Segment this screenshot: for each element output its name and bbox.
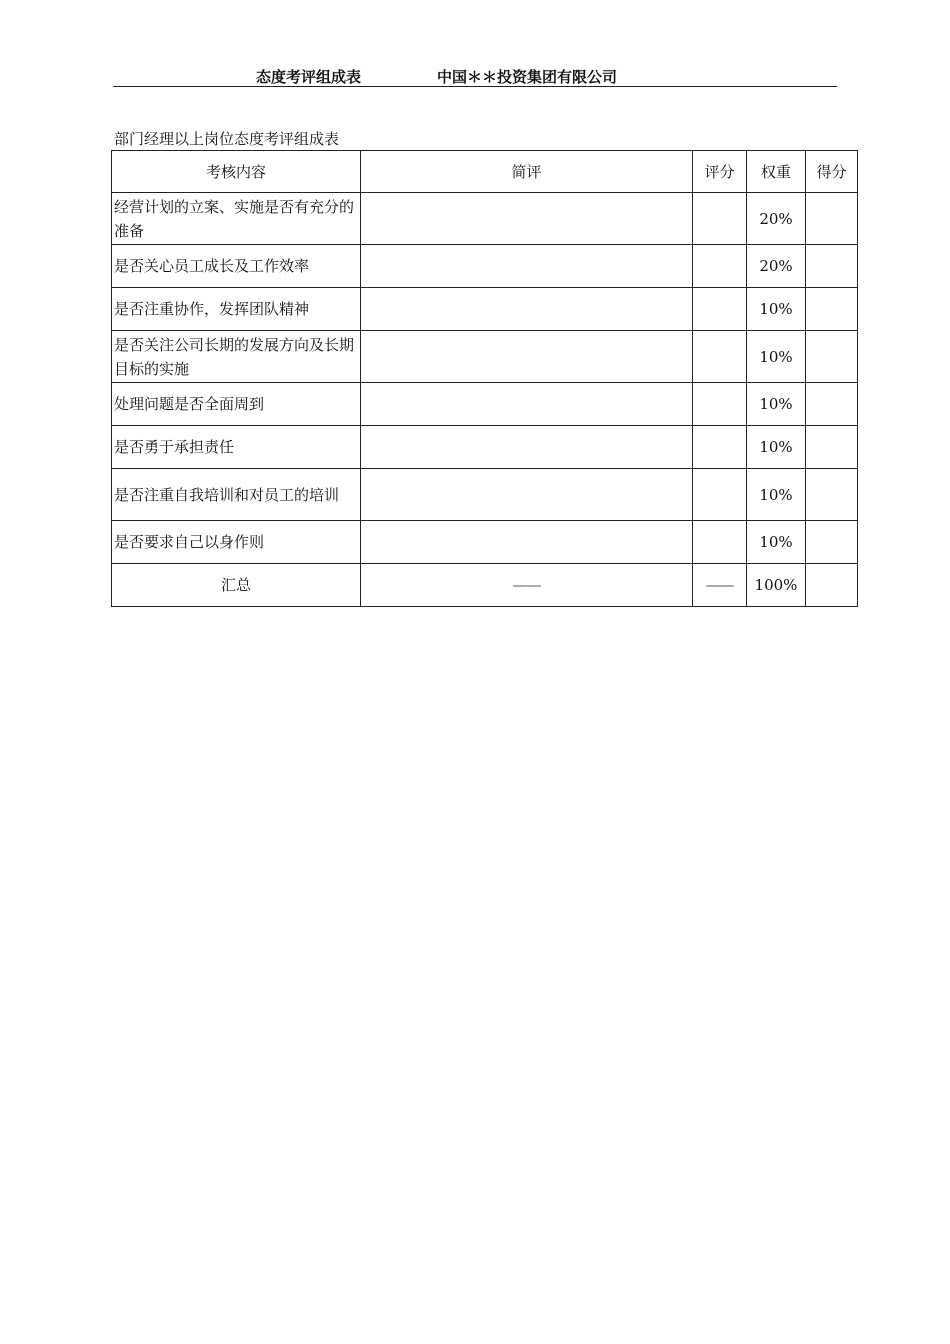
weight-cell: 20% — [747, 245, 806, 288]
summary-label: 汇总 — [112, 564, 361, 607]
table-row — [112, 426, 858, 469]
summary-comment: —— — [361, 564, 693, 607]
item-cell: 处理问题是否全面周到 — [112, 383, 361, 426]
result-cell[interactable] — [806, 331, 858, 383]
item-cell: 经营计划的立案、实施是否有充分的准备 — [112, 193, 361, 245]
table-row — [112, 331, 858, 383]
comment-cell[interactable] — [361, 383, 693, 426]
table-row — [112, 245, 858, 288]
weight-cell: 10% — [747, 426, 806, 469]
score-cell[interactable] — [693, 521, 747, 564]
score-cell[interactable] — [693, 245, 747, 288]
summary-result-cell[interactable] — [806, 564, 858, 607]
score-cell[interactable] — [693, 469, 747, 521]
weight-cell: 10% — [747, 383, 806, 426]
result-cell[interactable] — [806, 193, 858, 245]
table-row — [112, 383, 858, 426]
comment-cell[interactable] — [361, 521, 693, 564]
score-cell[interactable] — [693, 193, 747, 245]
result-cell[interactable] — [806, 383, 858, 426]
table-row — [112, 521, 858, 564]
score-cell[interactable] — [693, 383, 747, 426]
table-row — [112, 288, 858, 331]
comment-cell[interactable] — [361, 331, 693, 383]
comment-cell[interactable] — [361, 288, 693, 331]
comment-cell[interactable] — [361, 193, 693, 245]
company-name: 中国＊＊投资集团有限公司 — [437, 68, 618, 86]
summary-weight: 100% — [747, 564, 806, 607]
table-row — [112, 193, 858, 245]
result-cell[interactable] — [806, 288, 858, 331]
column-header-content: 考核内容 — [112, 151, 361, 193]
result-cell[interactable] — [806, 521, 858, 564]
weight-cell: 10% — [747, 288, 806, 331]
column-header-comment: 简评 — [361, 151, 693, 193]
summary-score: —— — [693, 564, 747, 607]
column-header-result: 得分 — [806, 151, 858, 193]
item-cell: 是否关心员工成长及工作效率 — [112, 245, 361, 288]
weight-cell: 20% — [747, 193, 806, 245]
page-header — [113, 64, 837, 87]
weight-cell: 10% — [747, 469, 806, 521]
result-cell[interactable] — [806, 469, 858, 521]
weight-cell: 10% — [747, 331, 806, 383]
document-title: 态度考评组成表 — [256, 68, 362, 86]
item-cell: 是否注重自我培训和对员工的培训 — [112, 469, 361, 521]
table-row — [112, 469, 858, 521]
score-cell[interactable] — [693, 331, 747, 383]
result-cell[interactable] — [806, 426, 858, 469]
item-cell: 是否注重协作，发挥团队精神 — [112, 288, 361, 331]
item-cell: 是否勇于承担责任 — [112, 426, 361, 469]
item-cell: 是否关注公司长期的发展方向及长期目标的实施 — [112, 331, 361, 383]
column-header-weight: 权重 — [747, 151, 806, 193]
evaluation-table — [111, 150, 858, 607]
comment-cell[interactable] — [361, 469, 693, 521]
result-cell[interactable] — [806, 245, 858, 288]
comment-cell[interactable] — [361, 245, 693, 288]
score-cell[interactable] — [693, 288, 747, 331]
score-cell[interactable] — [693, 426, 747, 469]
item-cell: 是否要求自己以身作则 — [112, 521, 361, 564]
column-header-score: 评分 — [693, 151, 747, 193]
summary-row — [112, 564, 858, 607]
table-header-row — [112, 151, 858, 193]
weight-cell: 10% — [747, 521, 806, 564]
table-caption: 部门经理以上岗位态度考评组成表 — [114, 130, 340, 148]
comment-cell[interactable] — [361, 426, 693, 469]
